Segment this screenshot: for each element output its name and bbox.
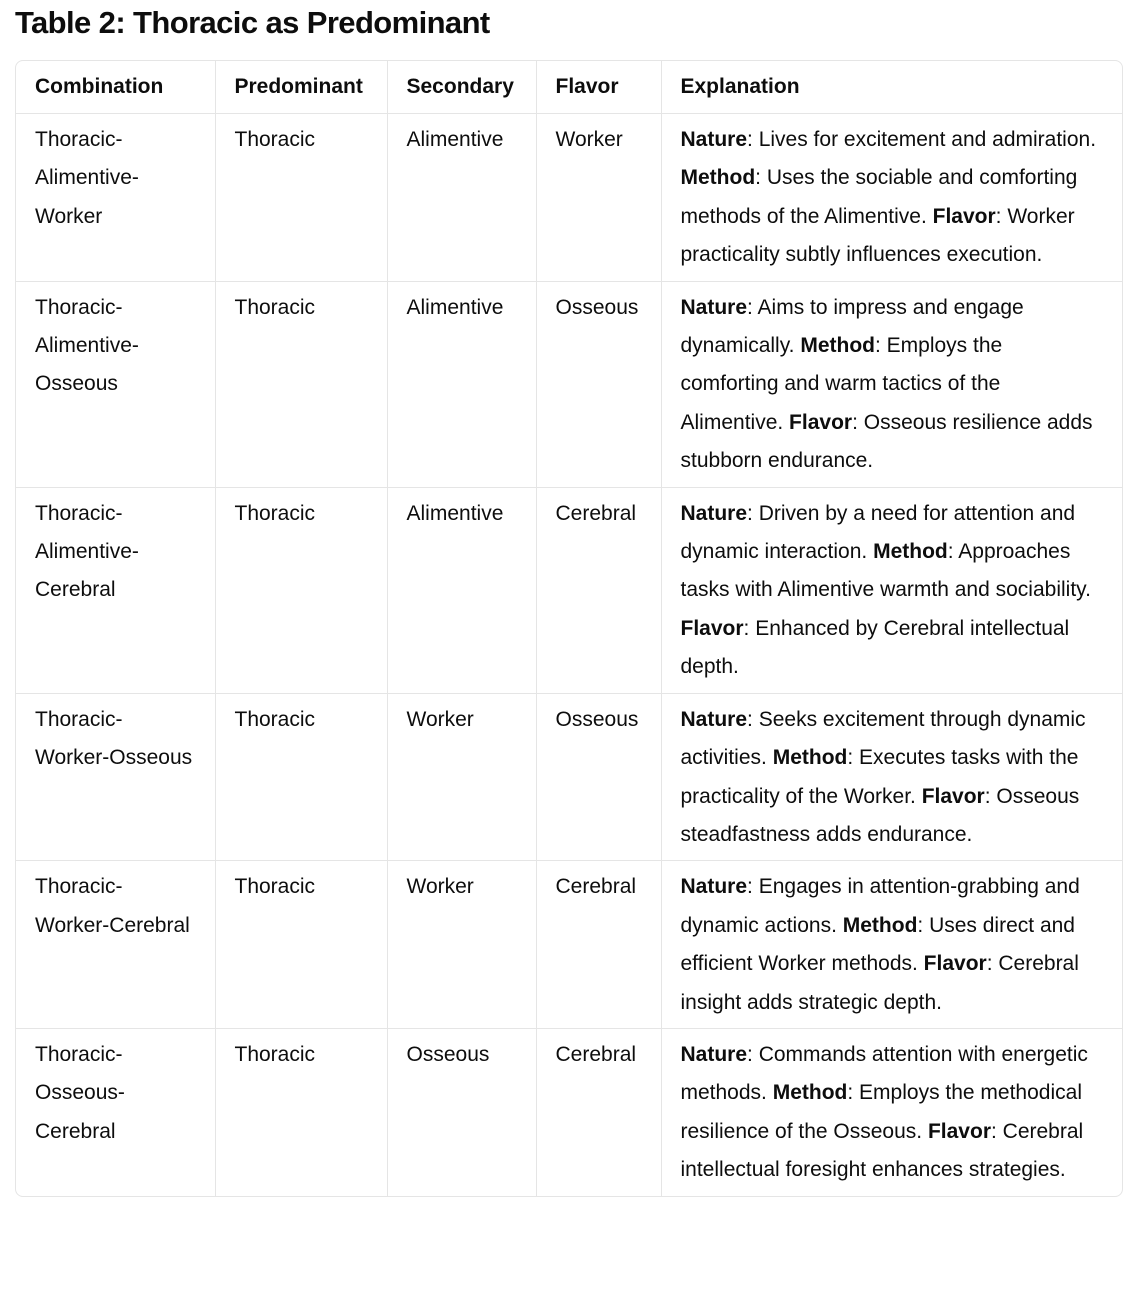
flavor-cell: Cerebral	[536, 861, 661, 1029]
table-row	[16, 861, 1122, 1029]
method-label: Method	[772, 1081, 848, 1105]
nature-text: : Aims to impress and engage dynamically.	[680, 295, 1024, 358]
method-text: : Employs the comforting and warm tactics of the Alimentive.	[680, 334, 1003, 434]
nature-label: Nature	[680, 1042, 748, 1066]
secondary-cell: Alimentive	[387, 487, 536, 693]
predominant-cell: Thoracic	[215, 1028, 387, 1195]
predominant-cell: Thoracic	[215, 693, 387, 861]
header-explanation: Explanation	[661, 61, 1122, 114]
nature-text: : Seeks excitement through dynamic activities.	[680, 707, 1086, 770]
method-label: Method	[873, 540, 948, 564]
table-row	[16, 487, 1122, 693]
secondary-cell: Worker	[387, 693, 536, 861]
explanation-cell	[661, 861, 1122, 1029]
nature-text: : Engages in attention-grabbing and dynamic actions.	[680, 875, 1080, 937]
table-row	[16, 1028, 1122, 1195]
combination-cell: Thoracic-Alimentive-Cerebral	[16, 487, 215, 693]
combination-cell: Thoracic-Alimentive-Osseous	[16, 281, 215, 487]
method-label: Method	[680, 166, 756, 190]
method-label: Method	[842, 913, 918, 937]
combination-cell: Thoracic-Worker-Cerebral	[16, 861, 215, 1029]
method-label: Method	[772, 746, 848, 770]
predominant-cell: Thoracic	[215, 114, 387, 282]
secondary-cell: Alimentive	[387, 114, 536, 282]
nature-text: : Driven by a need for attention and dynamic interaction.	[680, 501, 1076, 564]
method-text: : Executes tasks with the practicality of the Worker.	[680, 746, 1079, 808]
nature-text: : Commands attention with energetic methods.	[680, 1042, 1088, 1105]
flavor-cell: Cerebral	[536, 487, 661, 693]
predominant-cell: Thoracic	[215, 487, 387, 693]
method-text: : Approaches tasks with Alimentive warmth and sociability.	[680, 540, 1091, 602]
combination-cell: Thoracic-Worker-Osseous	[16, 693, 215, 861]
flavor-text: : Cerebral insight adds strategic depth.	[680, 952, 1079, 1014]
header-secondary: Secondary	[387, 61, 536, 114]
flavor-cell: Worker	[536, 114, 661, 282]
flavor-text: : Cerebral intellectual foresight enhances strategies.	[680, 1119, 1084, 1182]
predominant-cell: Thoracic	[215, 281, 387, 487]
flavor-label: Flavor	[789, 410, 853, 434]
table-header-row	[16, 61, 1122, 114]
table-row	[16, 281, 1122, 487]
nature-label: Nature	[680, 128, 748, 151]
nature-label: Nature	[680, 501, 748, 525]
explanation-cell	[661, 281, 1122, 487]
explanation-cell	[661, 487, 1122, 693]
method-text: : Uses the sociable and comforting methods of the Alimentive.	[680, 166, 1078, 228]
header-combination: Combination	[35, 75, 164, 98]
table-row	[16, 114, 1122, 282]
flavor-text: : Enhanced by Cerebral intellectual depth.	[680, 616, 1070, 679]
header-predominant: Predominant	[215, 61, 387, 114]
method-label: Method	[800, 334, 875, 358]
combination-cell: Thoracic-Osseous-Cerebral	[16, 1028, 215, 1195]
flavor-cell: Osseous	[536, 693, 661, 861]
nature-text: : Lives for excitement and admiration.	[747, 128, 1097, 151]
predominant-cell: Thoracic	[215, 861, 387, 1029]
flavor-label: Flavor	[932, 204, 996, 228]
flavor-text: : Osseous steadfastness adds endurance.	[680, 784, 1080, 846]
flavor-label: Flavor	[927, 1119, 991, 1143]
flavor-label: Flavor	[680, 616, 744, 640]
page-title: Table 2: Thoracic as Predominant	[15, 5, 490, 40]
nature-label: Nature	[680, 295, 748, 319]
nature-label: Nature	[680, 875, 748, 899]
secondary-cell: Osseous	[387, 1028, 536, 1195]
flavor-text: : Worker practicality subtly influences execution.	[680, 204, 1075, 267]
flavor-label: Flavor	[921, 784, 985, 808]
method-text: : Employs the methodical resilience of the Osseous.	[680, 1081, 1082, 1143]
method-text: : Uses direct and efficient Worker methods.	[680, 913, 1075, 976]
explanation-cell	[661, 114, 1122, 282]
flavor-cell: Osseous	[536, 281, 661, 487]
flavor-label: Flavor	[923, 952, 987, 976]
flavor-text: : Osseous resilience adds stubborn endurance.	[680, 410, 1093, 473]
combination-cell: Thoracic-Alimentive-Worker	[16, 114, 215, 282]
secondary-cell: Worker	[387, 861, 536, 1029]
header-flavor: Flavor	[536, 61, 661, 114]
data-table	[15, 60, 1123, 1197]
explanation-cell	[661, 693, 1122, 861]
table-row	[16, 693, 1122, 861]
explanation-cell	[661, 1028, 1122, 1195]
nature-label: Nature	[680, 707, 748, 731]
flavor-cell: Cerebral	[536, 1028, 661, 1195]
secondary-cell: Alimentive	[387, 281, 536, 487]
